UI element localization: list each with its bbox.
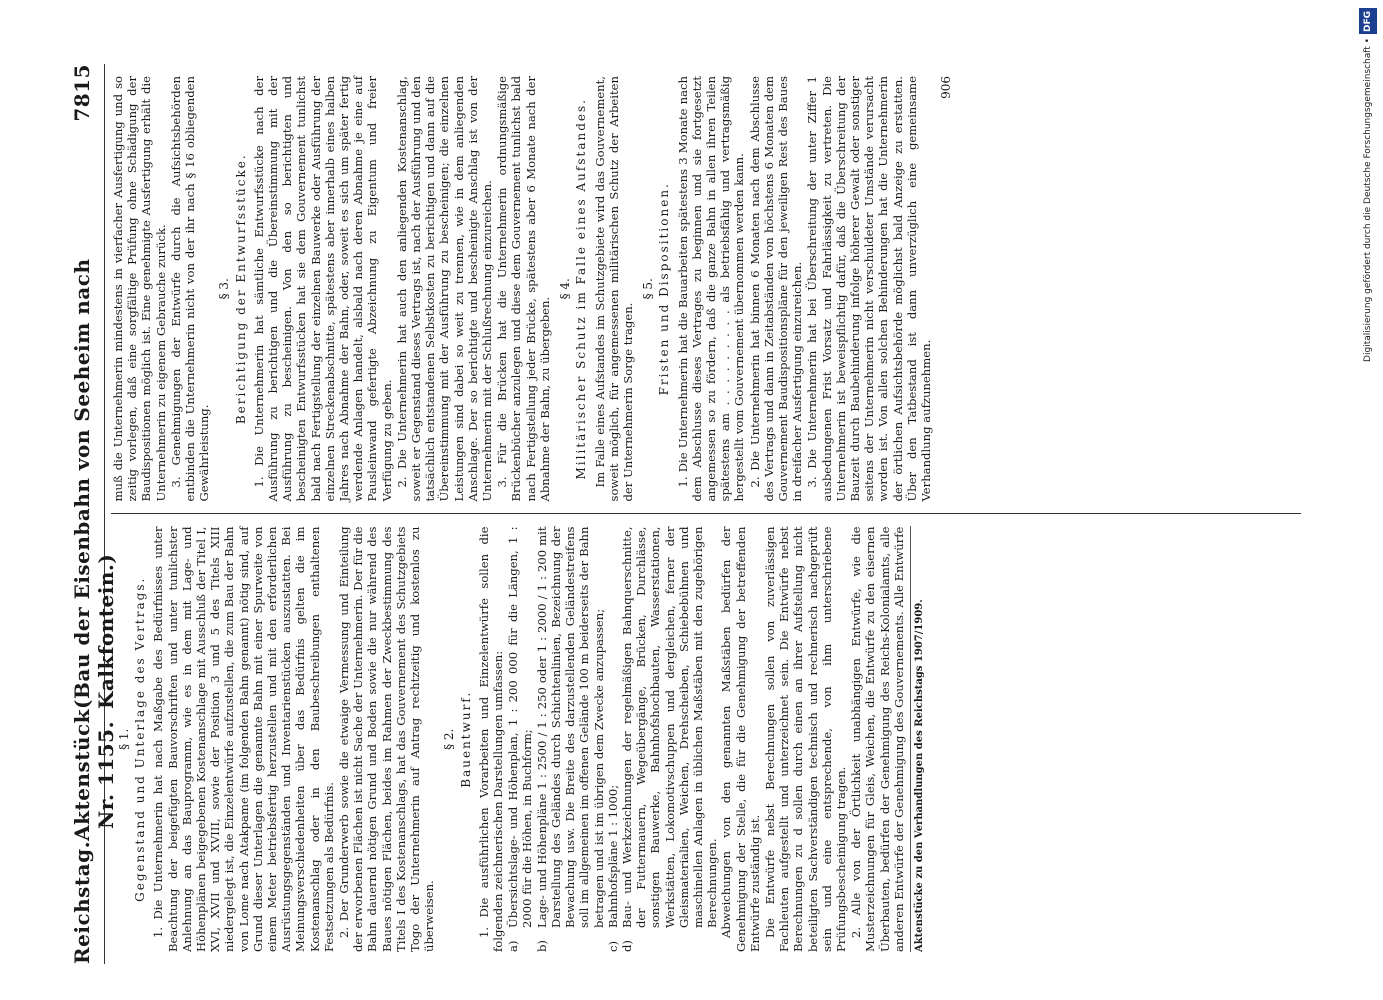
list-item <box>620 527 719 953</box>
digitization-note: Digitalisierung gefördert durch die Deutsche Forschungsgemeinschaft • <box>1363 38 1373 362</box>
list-label: c) <box>605 940 620 952</box>
section-4-title: § 4. <box>558 278 573 300</box>
header-page-number: 7815 <box>70 64 94 122</box>
list-text: Übersichtslage- und Höhenplan, 1 : 200 000 für die Längen, 1 : 2000 für die Höhen, in Buchform; <box>506 526 535 928</box>
header-right-title: (Bau der Eisenbahn von Seeheim nach Kalkfontein.) <box>70 258 118 709</box>
list-item <box>506 527 534 953</box>
section-2-title: § 2. <box>442 728 457 750</box>
list-text: Bahnhofspläne 1 : 1000; <box>605 784 620 928</box>
list-item <box>606 527 620 953</box>
page-header <box>70 64 118 964</box>
section-5-title: § 5. <box>641 278 656 300</box>
list-text: Lage- und Höhenpläne 1 : 2500 / 1 : 250 oder 1 : 2000 / 1 : 200 mit Darstellung des Geländes durch Schichtenlinien, Bezeichnung der Bewachung usw. Die Breite des darzustellenden Geländestreifens soll im allgemeinen im offenen Gelände 100 m beiderseits der Bahn betragen und ist im übrigen dem Zwecke anzupassen; <box>534 526 606 928</box>
paragraph: 2. Alle von der Örtlichkeit unabhängigen Entwürfe, wie die Musterzeichnungen für Gleis, Weichen, die Entwürfe zu den eisernen Überbauten, bedürfen der Genehmigung des Reichs-Kolonialamts, alle anderen Entwürfe der Genehmigung des Gouvernements. Alle Entwürfe <box>849 526 906 952</box>
paragraph: 3. Die Unternehmerin hat bei Überschreitung der unter Ziffer 1 ausbedungenen Frist Vorsatz und Fahrlässigkeit zu vertreten. Die Unternehmerin ist beweispflichtig dafür, daß die Überschreitung der Bauzeit durch Baubehinderung infolge höherer Gewalt oder sonstiger seitens der Unternehmerin nicht verschuldeter Umstände verursacht worden ist. Von allen solchen Behinderungen hat die Unternehmerin der örtlichen Aufsichtsbehörde möglichst bald Anzeige zu erstatten. Über den Tatbestand ist dann unverzüglich eine gemeinsame Verhandlung aufzunehmen. <box>805 76 933 502</box>
left-column <box>111 514 1301 965</box>
paragraph: muß die Unternehmerin mindestens in vierfacher Ausfertigung und so zeitig vorlegen, daß eine sorgfältige Prüfung ohne Schädigung der Baudispositionen möglich ist. Eine genehmigte Ausfertigung erhält die Unternehmerin zu eigenem Gebrauche zurück. <box>111 76 168 502</box>
side-margin <box>1361 8 1375 992</box>
document-page <box>70 64 1340 964</box>
paragraph: 1. Die Unternehmerin hat die Bauarbeiten spätestens 3 Monate nach dem Abschlusse dieses Vertrages zu beginnen und sie fortgesetzt angemessen so zu fördern, daß die ganze Bahn in allen ihren Teilen spätestens am . . . . . . . . . als betriebsfähig und vertragsmäßig hergestellt vom Gouvernement übernommen werden kann. <box>675 76 747 502</box>
section-5-subtitle: Fristen und Dispositionen. <box>657 182 672 396</box>
paragraph: 1. Die Unternehmerin hat sämtliche Entwurfsstücke nach der Ausführung zu berichtigen und die Übereinstimmung mit der Ausführung zu bescheinigen. Von den so berichtigten und bescheinigten Entwurfsstücken hat sie dem Gouvernement tunlichst bald nach Fertigstellung der einzelnen Bauwerke oder Ausführung der einzelnen Streckenabschnitte, spätestens aber innerhalb eines halben Jahres nach Abnahme der Bahn, oder, soweit es sich um später fertig werdende Anlagen handelt, alsbald nach deren Abnahme je eine auf Pausleinwand gefertigte Abzeichnung zu Eigentum und freier Verfügung zu geben. <box>251 76 394 502</box>
list-text: Bau- und Werkzeichnungen der regelmäßigen Bahnquerschnitte, der Futtermauern, Wegeübergänge, Brücken, Durchlässe, sonstigen Bauwerke, Bahnhofshochbauten, Wasserstationen, Werkstätten, Lokomotivschuppen und dergleichen, ferner der Gleismaterialien, Weichen, Drehscheiben, Schiebebühnen und maschinellen Anlagen in üblichen Maßstäben mit den zugehörigen Berechnungen. <box>619 526 720 928</box>
paragraph: 1. Die ausführlichen Vorarbeiten und Einzelentwürfe sollen die folgenden zeichnerischen Darstellungen umfassen: <box>476 526 506 952</box>
section-3-subtitle: Berichtigung der Entwurfsstücke. <box>233 153 248 425</box>
paragraph: Abweichungen von den genannten Maßstäben bedürfen der Genehmigung der Stelle, die für die Genehmigung der betreffenden Entwürfe zuständig ist. <box>719 526 762 952</box>
list-label: a) <box>506 940 521 952</box>
list-label: b) <box>534 940 549 952</box>
section-1-subtitle: Gegenstand und Unterlage des Vertrags. <box>133 576 148 902</box>
paragraph: Im Falle eines Aufstandes im Schutzgebiete wird das Gouvernement, soweit möglich, für angemessenen militärischen Schutz der Arbeiten der Unternehmerin Sorge tragen. <box>592 76 635 502</box>
paragraph: 3. Genehmigungen der Entwürfe durch die Aufsichtsbehörden entbinden die Unternehmerin nicht von der ihr nach § 16 obliegenden Gewährleistung. <box>168 76 212 502</box>
section-4-subtitle: Militärischer Schutz im Falle eines Aufstandes. <box>574 98 589 480</box>
paragraph: 2. Die Unternehmerin hat auch den anliegenden Kostenanschlag, soweit er Gegenstand dieses Vertrags ist, nach der Ausführung und den tatsächlich entstandenen Selbstkosten zu berichtigen und dann auf die Übereinstimmung mit der Ausführung zu bescheinigen; die einzelnen Leistungen sind dabei so weit zu trennen, wie in dem anliegenden Anschlage. Der so berichtigte und bescheinigte Anschlag ist von der Unternehmerin mit der Schlußrechnung einzureichen. <box>394 76 495 502</box>
page-footer-number: 906 <box>939 76 954 99</box>
header-left: Reichstag. <box>70 840 94 964</box>
paragraph: 3. Für die Brücken hat die Unternehmerin ordnungsmäßige Brückenbücher anzulegen und diese dem Gouvernement tunlichst bald nach Fertigstellung jeder Brücke, spätestens aber 6 Monate nach der Abnahme der Bahn, zu übergeben. <box>495 76 552 502</box>
list-label: d) <box>619 940 634 952</box>
list-item <box>535 527 606 953</box>
paragraph: 1. Die Unternehmerin hat nach Maßgabe des Bedürfnisses unter Beachtung der beigefügten Bauvorschriften und unter tunlichster Anlehnung an das Bauprogramm, wie es in dem mit Lage- und Höhenplänen beigegebenen Kostenanschlage mit Ausschluß der Titel I, XVI, XVII und XVIII, sowie der Position 3 und 5 des Titels XIII niedergelegt ist, die Einzelentwürfe aufzustellen, die zum Bau der Bahn von Lome nach Atakpame (im folgenden Bahn genannt) nötig sind, auf Grund dieser Unterlagen die genannte Bahn mit einer Spurweite von einem Meter betriebsfertig herzustellen und mit den erforderlichen Ausrüstungsgegenständen und Inventarienstücken auszustatten. Bei Meinungsverschiedenheiten über das Bedürfnis gelten die im Kostenanschlag oder in den Baubeschreibungen enthaltenen Festsetzungen als Bedürfnis. <box>151 526 336 952</box>
header-middle: Aktenstück Nr. 1155. <box>70 708 118 841</box>
paragraph: 2. Die Unternehmerin hat binnen 6 Monaten nach dem Abschlusse des Vertrags und dann in Zeitabständen von höchstens 6 Monaten dem Gouvernement Baudispositionspläne für den jeweiligen Rest des Baues in dreifacher Ausfertigung einzureichen. <box>747 76 805 502</box>
section-2-subtitle: Bauentwurf. <box>458 690 473 788</box>
footnote: Aktenstücke zu den Verhandlungen des Reichstags 1907/1909. <box>910 527 927 953</box>
paragraph: 2. Der Grunderwerb sowie die etwaige Vermessung und Einteilung der erworbenen Flächen ist nicht Sache der Unternehmerin. Der für die Bahn dauernd nötigen Grund und Boden sowie die nur während des Baues nötigen Flächen, beides im Rahmen der Zweckbestimmung des Titels I des Kostenanschlags, hat das Gouvernement des Schutzgebiets Togo der Unternehmerin auf Antrag rechtzeitig und kostenlos zu überweisen. <box>337 526 437 952</box>
section-1-title: § 1. <box>117 728 131 750</box>
section-3-title: § 3. <box>217 278 232 300</box>
right-column <box>111 64 1301 514</box>
paragraph: Die Entwürfe nebst Berechnungen sollen von zuverlässigen Fachleuten aufgestellt und unterzeichnet sein. Die Entwürfe nebst Berechnungen zu d sollen durch einen an ihrer Aufstellung nicht beteiligten Sachverständigen technisch und rechnerisch nachgeprüft sein und eine entsprechende, von ihm unterschriebene Prüfungsbescheinigung tragen. <box>762 526 848 952</box>
dfg-logo: DFG <box>1359 8 1377 34</box>
